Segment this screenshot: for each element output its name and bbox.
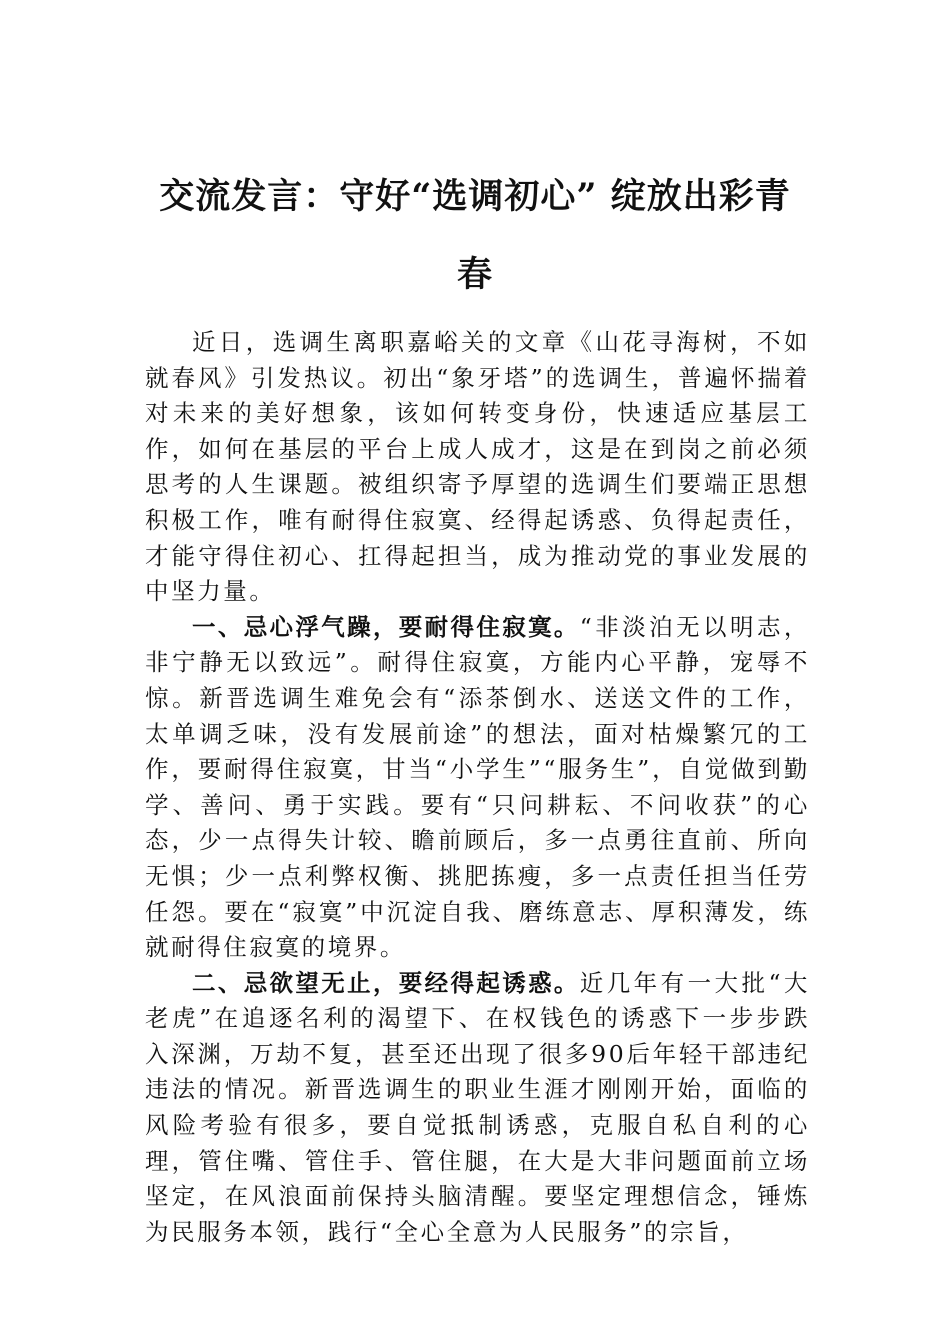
paragraph-text: 近日，选调生离职嘉峪关的文章《山花寻海树，不如就春风》引发热议。初出“象牙塔”的选调生，普遍怀揣着对未来的美好想象，该如何转变身份，快速适应基层工作，如何在基层的平台上成人成才，这是在到岗之前必须思考的人生课题。被组织寄予厚望的选调生们要端正思想积极工作，唯有耐得住寂寞、经得起诱惑、负得起责任，才能守得住初心、扛得起担当，成为推动党的事业发展的中坚力量。	[145, 328, 810, 606]
paragraph-section-1	[145, 610, 810, 966]
paragraph-text: 近几年有一大批“大老虎”在追逐名利的渴望下、在权钱色的诱惑下一步步跌入深渊，万劫不复，甚至还出现了很多90后年轻干部违纪违法的情况。新晋选调生的职业生涯才刚刚开始，面临的风险考验有很多，要自觉抵制诱惑，克服自私自利的心理，管住嘴、管住手、管住腿，在大是大非问题面前立场坚定，在风浪面前保持头脑清醒。要坚定理想信念，锤炼为民服务本领，践行“全心全意为人民服务”的宗旨，	[145, 968, 811, 1246]
paragraph-intro	[145, 325, 810, 610]
paragraph-text: “非淡泊无以明志，非宁静无以致远”。耐得住寂寞，方能内心平静，宠辱不惊。新晋选调生难免会有“添茶倒水、送送文件的工作，太单调乏味，没有发展前途”的想法，面对枯燥繁冗的工作，要耐得住寂寞，甘当“小学生”“服务生”，自觉做到勤学、善问、勇于实践。要有“只问耕耘、不问收获”的心态，少一点得失计较、瞻前顾后，多一点勇往直前、所向无惧；少一点利弊权衡、挑肥拣瘦，多一点责任担当任劳任怨。要在“寂寞”中沉淀自我、磨练意志、厚积薄发，练就耐得住寂寞的境界。	[145, 612, 811, 962]
title-line-2: 春	[456, 254, 493, 295]
section-heading: 二、忌欲望无止，要经得起诱惑。	[192, 968, 580, 997]
document-body	[145, 325, 810, 1250]
title-line-1: 交流发言：守好“选调初心” 绽放出彩青	[159, 176, 791, 217]
document-title	[100, 158, 850, 314]
section-heading: 一、忌心浮气躁，要耐得住寂寞。	[192, 612, 580, 641]
paragraph-section-2	[145, 966, 810, 1251]
